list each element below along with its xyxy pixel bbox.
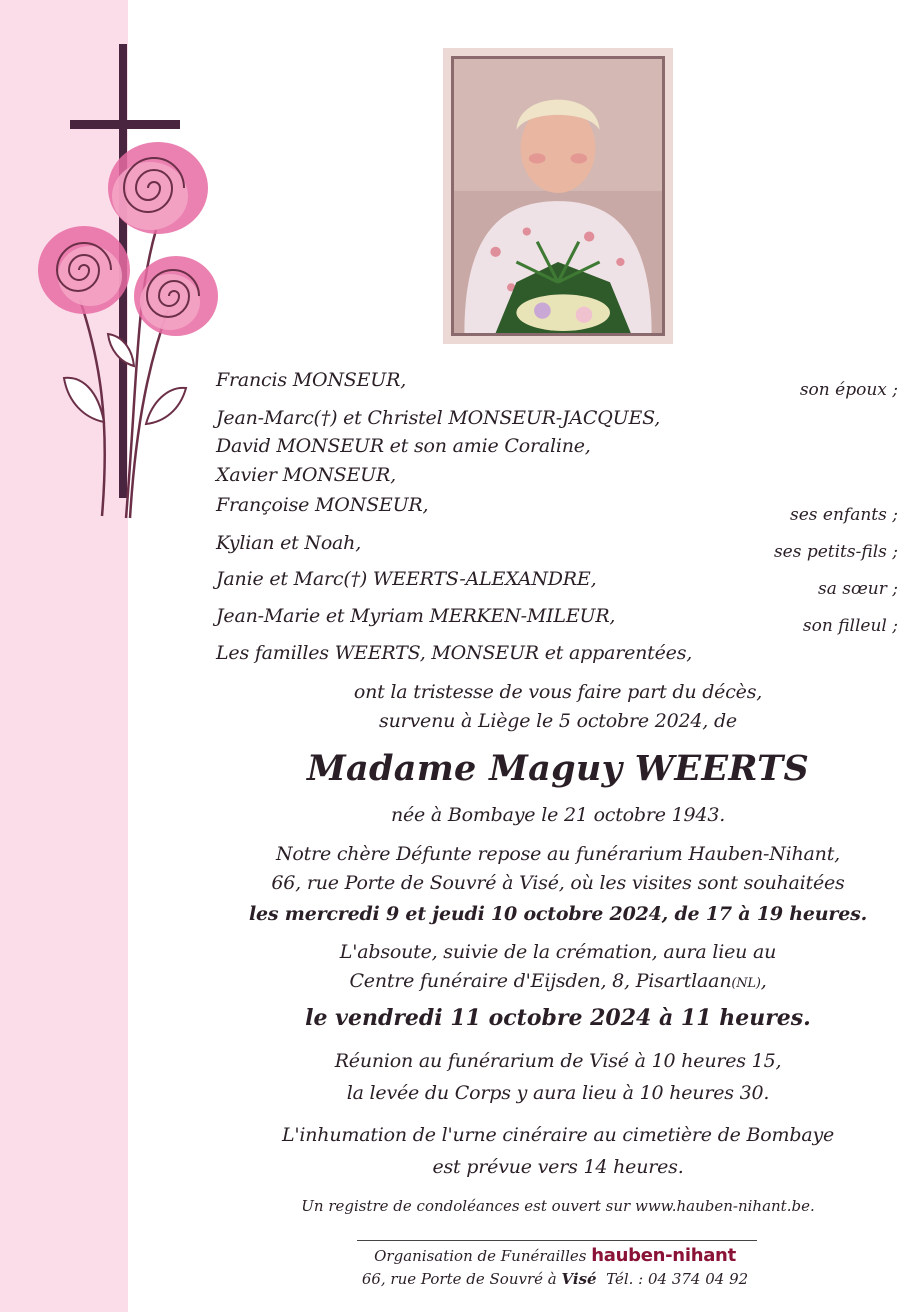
ceremony-line: L'absoute, suivie de la crémation, aura lieu au (339, 941, 777, 963)
portrait-photo (451, 56, 665, 336)
visit-line: Notre chère Défunte repose au funérarium Hauben-Nihant, (275, 843, 840, 865)
visit-line: 66, rue Porte de Souvré à Visé, où les visites sont souhaitées (271, 872, 845, 894)
family-line: Xavier MONSEUR, (216, 464, 396, 486)
meeting-line: Réunion au funérarium de Visé à 10 heures 15, (334, 1050, 782, 1072)
family-line: Jean-Marie et Myriam MERKEN-MILEUR, (216, 605, 616, 627)
portrait-frame (443, 48, 673, 344)
ceremony-country: (NL) (731, 976, 761, 991)
footer-street: 66, rue Porte de Souvré à (361, 1270, 562, 1288)
footer-org (340, 1245, 770, 1266)
relation-label: ses enfants ; (790, 505, 898, 525)
burial-line: est prévue vers 14 heures. (432, 1156, 684, 1178)
relation-label: son époux ; (799, 380, 898, 400)
burial-line: L'inhumation de l'urne cinéraire au cimetière de Bombaye (281, 1124, 835, 1146)
ceremony-place: Centre funéraire d'Eijsden, 8, Pisartlaan (349, 970, 732, 992)
announce-line: survenu à Liège le 5 octobre 2024, de (379, 710, 737, 732)
condolence-register: Un registre de condoléances est ouvert sur www.hauben-nihant.be. (301, 1197, 815, 1215)
birth-line: née à Bombaye le 21 octobre 1943. (390, 804, 726, 826)
ceremony-date: le vendredi 11 octobre 2024 à 11 heures. (305, 1005, 811, 1031)
relation-label: ses petits-fils ; (773, 542, 898, 562)
footer-divider (357, 1240, 757, 1241)
deceased-name: Madame Maguy WEERTS (306, 748, 810, 789)
footer-phone: Tél. : 04 374 04 92 (606, 1270, 749, 1288)
relation-label: sa sœur ; (817, 579, 898, 599)
ceremony-comma: , (760, 970, 767, 992)
family-line: Kylian et Noah, (216, 532, 362, 554)
rose-icon (134, 256, 218, 336)
footer-address (340, 1270, 770, 1288)
announce-line: ont la tristesse de vous faire part du décès, (353, 681, 763, 703)
cross-and-roses-decoration (28, 40, 228, 530)
family-line: Francis MONSEUR, (216, 369, 407, 391)
family-line: Les familles WEERTS, MONSEUR et apparentées, (216, 642, 693, 664)
rose-icon (108, 142, 208, 234)
family-line: Françoise MONSEUR, (216, 494, 429, 516)
footer-city: Visé (561, 1270, 597, 1288)
meeting-line: la levée du Corps y aura lieu à 10 heures 30. (346, 1082, 770, 1104)
relation-label: son filleul ; (802, 616, 898, 636)
family-line: David MONSEUR et son amie Coraline, (216, 435, 591, 457)
family-line: Janie et Marc(†) WEERTS-ALEXANDRE, (216, 568, 597, 590)
family-line: Jean-Marc(†) et Christel MONSEUR-JACQUES, (216, 407, 661, 429)
visit-dates: les mercredi 9 et jeudi 10 octobre 2024, de 17 à 19 heures. (248, 903, 868, 925)
footer-org-label: Organisation de Funérailles (374, 1247, 587, 1265)
brand-logo: hauben-nihant (591, 1245, 736, 1266)
ceremony-line (240, 970, 876, 992)
rose-icon (38, 226, 130, 314)
